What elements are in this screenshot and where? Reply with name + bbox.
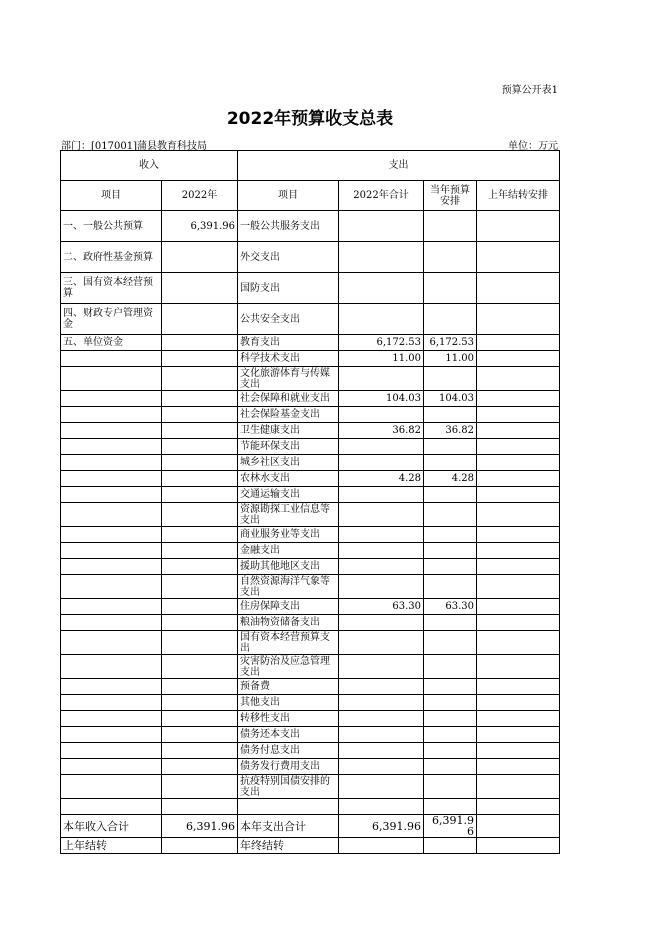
expense-item-cell: 援助其他地区支出 [238, 559, 339, 575]
income-value-cell [162, 838, 238, 854]
income-item-cell [61, 799, 162, 815]
income-item-cell [61, 367, 162, 391]
table-row [61, 543, 560, 559]
income-value-cell [162, 695, 238, 711]
income-value-cell [162, 455, 238, 471]
carryover-value-cell [477, 211, 560, 242]
income-value-cell [162, 615, 238, 631]
income-value-cell [162, 743, 238, 759]
carryover-header: 上年结转安排 [477, 181, 560, 211]
table-row [61, 367, 560, 391]
total-value-cell [339, 575, 424, 599]
current-value-cell [424, 775, 477, 799]
total-value-cell: 63.30 [339, 599, 424, 615]
carryover-value-cell [477, 759, 560, 775]
current-value-cell [424, 631, 477, 655]
total-value-cell [339, 242, 424, 273]
table-row [61, 211, 560, 242]
carryover-value-cell [477, 351, 560, 367]
table-row [61, 655, 560, 679]
income-value-cell [162, 304, 238, 335]
total-value-cell [339, 543, 424, 559]
table-row [61, 759, 560, 775]
current-value-cell: 11.00 [424, 351, 477, 367]
total-value-cell [339, 655, 424, 679]
expense-item-cell: 文化旅游体育与传媒支出 [238, 367, 339, 391]
expense-item-cell: 住房保障支出 [238, 599, 339, 615]
expense-item-cell: 外交支出 [238, 242, 339, 273]
income-value-cell [162, 407, 238, 423]
table-row [61, 391, 560, 407]
expense-item-cell: 年终结转 [238, 838, 339, 854]
expense-item-cell: 农林水支出 [238, 471, 339, 487]
expense-item-cell: 转移性支出 [238, 711, 339, 727]
total-value-cell [339, 211, 424, 242]
expense-item-cell: 卫生健康支出 [238, 423, 339, 439]
total-value-cell [339, 799, 424, 815]
income-value-cell [162, 559, 238, 575]
table-row [61, 599, 560, 615]
income-item-cell [61, 543, 162, 559]
total-value-cell [339, 743, 424, 759]
income-value-cell [162, 527, 238, 543]
current-value-cell [424, 211, 477, 242]
carryover-value-cell [477, 559, 560, 575]
current-value-cell [424, 695, 477, 711]
table-row [61, 615, 560, 631]
table-row [61, 815, 560, 838]
expense-item-cell: 债务发行费用支出 [238, 759, 339, 775]
current-value-cell [424, 575, 477, 599]
expense-item-cell: 债务还本支出 [238, 727, 339, 743]
income-value-cell [162, 679, 238, 695]
current-header: 当年预算安排 [424, 181, 477, 211]
table-row [61, 351, 560, 367]
carryover-value-cell [477, 599, 560, 615]
table-row [61, 631, 560, 655]
income-item-cell [61, 487, 162, 503]
current-value-cell [424, 615, 477, 631]
income-item-cell: 一、一般公共预算 [61, 211, 162, 242]
total-value-cell [339, 775, 424, 799]
income-value-cell [162, 423, 238, 439]
income-item-cell: 五、单位资金 [61, 335, 162, 351]
income-item-cell [61, 391, 162, 407]
total-value-cell [339, 273, 424, 304]
carryover-value-cell [477, 711, 560, 727]
current-value-cell [424, 407, 477, 423]
income-item-cell [61, 407, 162, 423]
expense-item-cell: 国有资本经营预算支出 [238, 631, 339, 655]
total-value-cell [339, 503, 424, 527]
carryover-value-cell [477, 273, 560, 304]
current-value-cell: 6,391.96 [424, 815, 477, 838]
expense-item-cell: 金融支出 [238, 543, 339, 559]
table-row [61, 679, 560, 695]
total-value-cell [339, 439, 424, 455]
carryover-value-cell [477, 799, 560, 815]
current-value-cell [424, 273, 477, 304]
income-item-cell [61, 527, 162, 543]
expense-item-cell: 社会保险基金支出 [238, 407, 339, 423]
income-value-cell [162, 391, 238, 407]
table-row [61, 335, 560, 351]
expense-item-cell: 交通运输支出 [238, 487, 339, 503]
income-item-cell [61, 351, 162, 367]
current-value-cell [424, 743, 477, 759]
expense-item-cell [238, 799, 339, 815]
carryover-value-cell [477, 423, 560, 439]
income-value-cell [162, 655, 238, 679]
total-value-cell [339, 838, 424, 854]
carryover-value-cell [477, 335, 560, 351]
income-value-cell [162, 711, 238, 727]
expense-item-cell: 国防支出 [238, 273, 339, 304]
total-value-cell: 4.28 [339, 471, 424, 487]
income-item-cell [61, 775, 162, 799]
expense-item-cell: 公共安全支出 [238, 304, 339, 335]
income-item-cell [61, 423, 162, 439]
current-value-cell [424, 455, 477, 471]
income-item-cell [61, 631, 162, 655]
carryover-value-cell [477, 695, 560, 711]
current-value-cell [424, 242, 477, 273]
carryover-value-cell [477, 367, 560, 391]
carryover-value-cell [477, 631, 560, 655]
income-value-cell [162, 759, 238, 775]
expense-item-cell: 预备费 [238, 679, 339, 695]
table-row [61, 242, 560, 273]
expense-item-cell: 粮油物资储备支出 [238, 615, 339, 631]
budget-table [60, 150, 560, 854]
expense-item-cell: 商业服务业等支出 [238, 527, 339, 543]
total-value-cell [339, 407, 424, 423]
total-value-cell [339, 304, 424, 335]
carryover-value-cell [477, 815, 560, 838]
total-value-cell [339, 727, 424, 743]
total-value-cell [339, 559, 424, 575]
income-value-cell [162, 799, 238, 815]
income-item-cell [61, 559, 162, 575]
income-value-cell [162, 242, 238, 273]
expense-item-cell: 自然资源海洋气象等支出 [238, 575, 339, 599]
income-item-cell [61, 743, 162, 759]
carryover-value-cell [477, 439, 560, 455]
table-row [61, 775, 560, 799]
table-row [61, 423, 560, 439]
current-value-cell [424, 559, 477, 575]
carryover-value-cell [477, 575, 560, 599]
current-value-cell [424, 838, 477, 854]
income-item-cell [61, 455, 162, 471]
income-value-cell [162, 439, 238, 455]
carryover-value-cell [477, 615, 560, 631]
expense-item-cell: 节能环保支出 [238, 439, 339, 455]
income-year-header: 2022年 [162, 181, 238, 211]
carryover-value-cell [477, 743, 560, 759]
total-value-cell: 104.03 [339, 391, 424, 407]
table-row [61, 575, 560, 599]
current-value-cell [424, 655, 477, 679]
unit-label: 单位：万元 [508, 141, 558, 152]
page-title: 2022年预算收支总表 [226, 109, 394, 129]
total-value-cell [339, 367, 424, 391]
table-row [61, 471, 560, 487]
income-item-cell [61, 615, 162, 631]
carryover-value-cell [477, 487, 560, 503]
table-row [61, 838, 560, 854]
current-value-cell [424, 304, 477, 335]
income-value-cell [162, 631, 238, 655]
income-value-cell: 6,391.96 [162, 211, 238, 242]
current-value-cell: 104.03 [424, 391, 477, 407]
expense-item-cell: 教育支出 [238, 335, 339, 351]
income-header: 收入 [61, 151, 238, 181]
current-value-cell: 36.82 [424, 423, 477, 439]
income-item-cell [61, 759, 162, 775]
carryover-value-cell [477, 391, 560, 407]
income-item-cell: 二、政府性基金预算 [61, 242, 162, 273]
carryover-value-cell [477, 527, 560, 543]
total-value-cell [339, 487, 424, 503]
income-item-cell [61, 679, 162, 695]
carryover-value-cell [477, 503, 560, 527]
table-row [61, 711, 560, 727]
income-value-cell [162, 775, 238, 799]
form-number: 预算公开表1 [501, 85, 558, 96]
carryover-value-cell [477, 727, 560, 743]
current-value-cell [424, 439, 477, 455]
total-value-cell [339, 527, 424, 543]
current-value-cell [424, 487, 477, 503]
table-row [61, 559, 560, 575]
total-value-cell [339, 455, 424, 471]
carryover-value-cell [477, 655, 560, 679]
income-value-cell [162, 599, 238, 615]
expense-item-cell: 债务付息支出 [238, 743, 339, 759]
income-value-cell [162, 351, 238, 367]
carryover-value-cell [477, 679, 560, 695]
income-value-cell [162, 503, 238, 527]
income-item-cell: 上年结转 [61, 838, 162, 854]
income-item-cell [61, 471, 162, 487]
income-value-cell [162, 367, 238, 391]
expense-item-cell: 科学技术支出 [238, 351, 339, 367]
table-row [61, 487, 560, 503]
expense-item-header: 项目 [238, 181, 339, 211]
carryover-value-cell [477, 471, 560, 487]
total-value-cell: 36.82 [339, 423, 424, 439]
table-row [61, 799, 560, 815]
carryover-value-cell [477, 543, 560, 559]
income-value-cell [162, 335, 238, 351]
income-item-header: 项目 [61, 181, 162, 211]
expense-header: 支出 [238, 151, 560, 181]
expense-item-cell: 灾害防治及应急管理支出 [238, 655, 339, 679]
income-item-cell [61, 503, 162, 527]
table-row [61, 439, 560, 455]
total-value-cell: 11.00 [339, 351, 424, 367]
current-value-cell [424, 543, 477, 559]
carryover-value-cell [477, 455, 560, 471]
total-header: 2022年合计 [339, 181, 424, 211]
income-value-cell [162, 727, 238, 743]
total-value-cell [339, 631, 424, 655]
table-row [61, 743, 560, 759]
current-value-cell [424, 679, 477, 695]
current-value-cell: 4.28 [424, 471, 477, 487]
income-value-cell [162, 471, 238, 487]
current-value-cell: 63.30 [424, 599, 477, 615]
expense-item-cell: 其他支出 [238, 695, 339, 711]
carryover-value-cell [477, 304, 560, 335]
expense-item-cell: 抗疫特别国债安排的支出 [238, 775, 339, 799]
income-value-cell [162, 273, 238, 304]
income-value-cell: 6,391.96 [162, 815, 238, 838]
expense-item-cell: 本年支出合计 [238, 815, 339, 838]
carryover-value-cell [477, 407, 560, 423]
department-label: 部门：[017001]蒲县教育科技局 [61, 141, 207, 152]
income-item-cell [61, 711, 162, 727]
income-value-cell [162, 487, 238, 503]
table-row [61, 527, 560, 543]
income-item-cell [61, 439, 162, 455]
expense-item-cell: 城乡社区支出 [238, 455, 339, 471]
income-item-cell: 本年收入合计 [61, 815, 162, 838]
table-row [61, 273, 560, 304]
income-item-cell [61, 575, 162, 599]
total-value-cell [339, 679, 424, 695]
carryover-value-cell [477, 242, 560, 273]
carryover-value-cell [477, 775, 560, 799]
total-value-cell: 6,172.53 [339, 335, 424, 351]
expense-item-cell: 一般公共服务支出 [238, 211, 339, 242]
current-value-cell [424, 711, 477, 727]
current-value-cell [424, 367, 477, 391]
income-item-cell: 三、国有资本经营预算 [61, 273, 162, 304]
income-value-cell [162, 575, 238, 599]
current-value-cell [424, 727, 477, 743]
expense-item-cell: 社会保障和就业支出 [238, 391, 339, 407]
current-value-cell [424, 527, 477, 543]
table-row [61, 455, 560, 471]
income-value-cell [162, 543, 238, 559]
total-value-cell [339, 759, 424, 775]
income-item-cell [61, 655, 162, 679]
table-row [61, 695, 560, 711]
income-item-cell [61, 727, 162, 743]
table-row [61, 304, 560, 335]
current-value-cell [424, 503, 477, 527]
total-value-cell: 6,391.96 [339, 815, 424, 838]
income-item-cell [61, 695, 162, 711]
carryover-value-cell [477, 838, 560, 854]
current-value-cell [424, 799, 477, 815]
current-value-cell: 6,172.53 [424, 335, 477, 351]
table-row [61, 503, 560, 527]
table-row [61, 407, 560, 423]
table-row [61, 727, 560, 743]
expense-item-cell: 资源勘探工业信息等支出 [238, 503, 339, 527]
total-value-cell [339, 615, 424, 631]
total-value-cell [339, 711, 424, 727]
income-item-cell: 四、财政专户管理资金 [61, 304, 162, 335]
total-value-cell [339, 695, 424, 711]
income-item-cell [61, 599, 162, 615]
current-value-cell [424, 759, 477, 775]
